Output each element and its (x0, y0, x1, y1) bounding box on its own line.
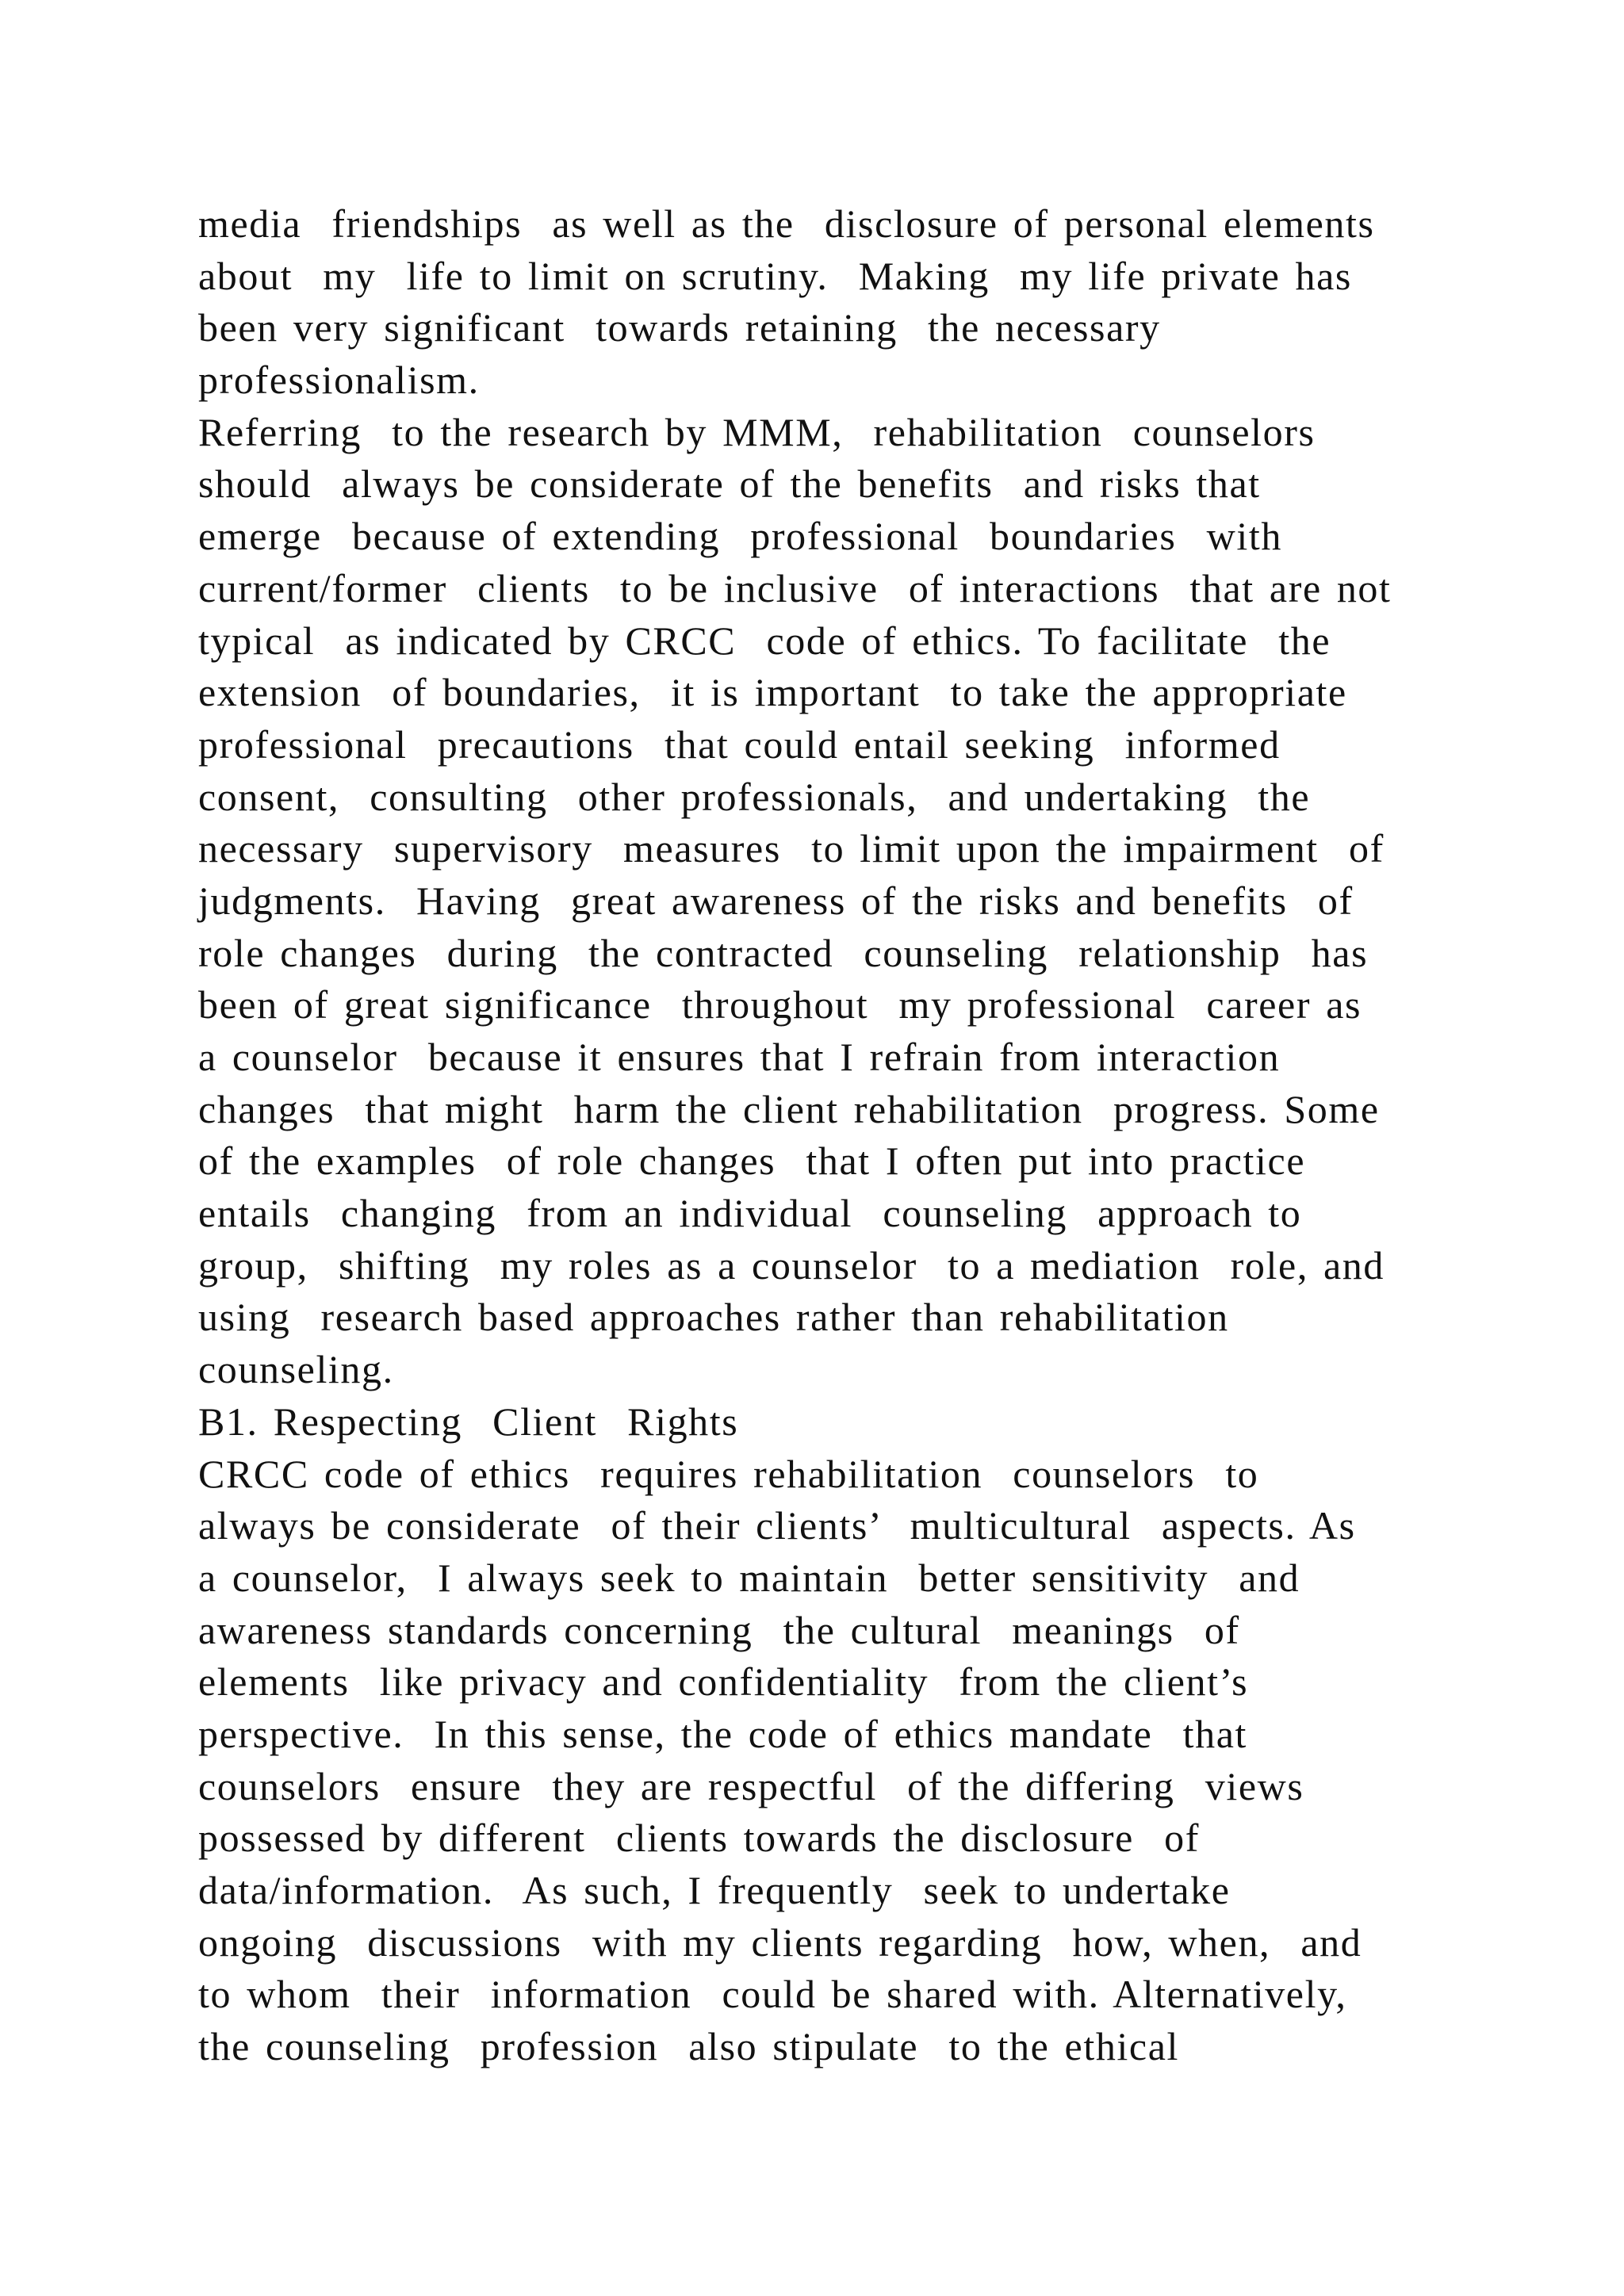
text-line: the counseling profession also stipulate to the ethical (198, 2024, 1179, 2069)
text-line: should always be considerate of the benefits and risks that (198, 461, 1261, 507)
text-line: been of great significance throughout my professional career as (198, 982, 1362, 1027)
text-line: to whom their information could be shared with. Alternatively, (198, 1972, 1347, 2017)
text-line: necessary supervisory measures to limit upon the impairment of (198, 826, 1385, 871)
text-line: judgments. Having great awareness of the risks and benefits of (198, 878, 1354, 923)
text-line: media friendships as well as the disclosure of personal elements (198, 201, 1375, 246)
text-line: extension of boundaries, it is important to take the appropriate (198, 670, 1347, 715)
text-line: a counselor, I always seek to maintain better sensitivity and (198, 1555, 1300, 1600)
text-line: consent, consulting other professionals, and undertaking the (198, 774, 1311, 819)
text-line: a counselor because it ensures that I refrain from interaction (198, 1035, 1281, 1079)
text-line: CRCC code of ethics requires rehabilitation counselors to (198, 1451, 1259, 1496)
text-line: Referring to the research by MMM, rehabilitation counselors (198, 409, 1316, 454)
text-line: awareness standards concerning the cultural meanings of (198, 1607, 1240, 1652)
text-line: typical as indicated by CRCC code of ethics. To facilitate the (198, 618, 1331, 663)
text-line: emerge because of extending professional boundaries with (198, 514, 1282, 559)
text-line: data/information. As such, I frequently seek to undertake (198, 1868, 1231, 1912)
section-heading: B1. Respecting Client Rights (198, 1399, 739, 1444)
text-line: professionalism. (198, 358, 480, 403)
text-line: ongoing discussions with my clients regarding how, when, and (198, 1919, 1362, 1965)
text-line: perspective. In this sense, the code of ethics mandate that (198, 1711, 1248, 1756)
text-line: group, shifting my roles as a counselor to a mediation role, and (198, 1242, 1385, 1288)
text-line: role changes during the contracted counseling relationship has (198, 930, 1369, 975)
text-line: entails changing from an individual counseling approach to (198, 1191, 1302, 1236)
text-line: of the examples of role changes that I often put into practice (198, 1138, 1306, 1184)
text-line: always be considerate of their clients’ multicultural aspects. As (198, 1503, 1356, 1548)
text-line: using research based approaches rather than rehabilitation (198, 1295, 1229, 1340)
text-line: counseling. (198, 1347, 394, 1392)
text-line: counselors ensure they are respectful of the differing views (198, 1763, 1304, 1808)
text-line: been very significant towards retaining the necessary (198, 305, 1161, 350)
text-line: possessed by different clients towards the disclosure of (198, 1816, 1201, 1861)
text-line: about my life to limit on scrutiny. Making my life private has (198, 253, 1352, 298)
body-text (198, 198, 1467, 2073)
text-line: elements like privacy and confidentiality from the client’s (198, 1659, 1249, 1705)
text-line: professional precautions that could entail seeking informed (198, 721, 1281, 767)
text-line: current/former clients to be inclusive of interactions that are not (198, 565, 1392, 610)
text-line: changes that might harm the client rehabilitation progress. Some (198, 1086, 1380, 1131)
